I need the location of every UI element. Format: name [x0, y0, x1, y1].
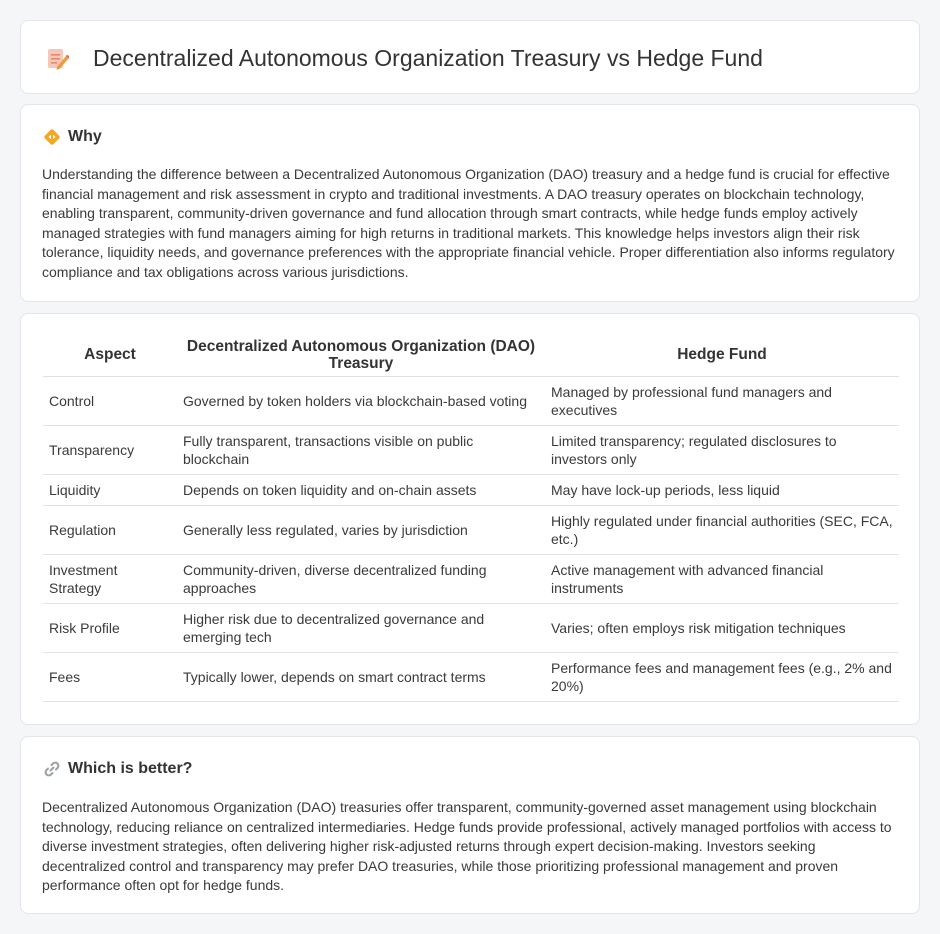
table-row [43, 653, 899, 702]
table-row [43, 475, 899, 506]
better-text: Decentralized Autonomous Organization (DAO) treasuries offer transparent, community-governed asset management using blockchain technology, reducing reliance on centralized intermediaries. Hedge funds provide professional, actively managed portfolios with access to diverse investment strategies, often delivering higher risk-adjusted returns through expert decision-making. Investors seeking decentralized control and transparency may prefer DAO treasuries, while those prioritizing professional management and proven performance often opt for hedge funds. [42, 799, 892, 893]
comparison-card [20, 313, 920, 725]
why-section [20, 104, 920, 302]
header-card [20, 20, 920, 94]
why-text: Understanding the difference between a Decentralized Autonomous Organization (DAO) treasury and a hedge fund is crucial for effective financial management and risk assessment in crypto and traditional investments. A DAO treasury operates on blockchain technology, enabling transparent, community-driven governance and fund allocation through smart contracts, while hedge funds employ actively managed strategies with fund managers aiming for high returns in traditional markets. This knowledge helps investors align their risk tolerance, liquidity needs, and governance preferences with the appropriate financial vehicle. Proper differentiation also informs regulatory compliance and tax obligations across various jurisdictions. [42, 166, 895, 280]
table-cell: Risk Profile [43, 604, 177, 653]
table-cell: Regulation [43, 506, 177, 555]
table-cell: Highly regulated under financial authorities (SEC, FCA, etc.) [545, 506, 899, 555]
column-header-dao: Decentralized Autonomous Organization (DAO) Treasury [177, 333, 545, 377]
why-heading: Why [68, 128, 102, 145]
table-cell: Varies; often employs risk mitigation techniques [545, 604, 899, 653]
table-row [43, 506, 899, 555]
better-heading: Which is better? [68, 760, 193, 777]
table-cell: May have lock-up periods, less liquid [545, 475, 899, 506]
table-cell: Liquidity [43, 475, 177, 506]
comparison-table [43, 333, 899, 702]
table-cell: Fully transparent, transactions visible on public blockchain [177, 426, 545, 475]
table-cell: Governed by token holders via blockchain-based voting [177, 377, 545, 426]
table-cell: Higher risk due to decentralized governance and emerging tech [177, 604, 545, 653]
column-header-hedge-fund: Hedge Fund [545, 333, 899, 377]
table-row [43, 377, 899, 426]
table-cell: Depends on token liquidity and on-chain assets [177, 475, 545, 506]
table-row [43, 604, 899, 653]
link-icon [43, 760, 61, 778]
table-cell: Fees [43, 653, 177, 702]
which-is-better-section [20, 736, 920, 914]
diamond-arrows-icon [43, 128, 61, 146]
table-cell: Performance fees and management fees (e.g., 2% and 20%) [545, 653, 899, 702]
document-pencil-icon [47, 47, 69, 71]
table-cell: Generally less regulated, varies by jurisdiction [177, 506, 545, 555]
table-cell: Typically lower, depends on smart contract terms [177, 653, 545, 702]
table-cell: Community-driven, diverse decentralized funding approaches [177, 555, 545, 604]
table-header-row [43, 333, 899, 377]
table-cell: Transparency [43, 426, 177, 475]
table-cell: Control [43, 377, 177, 426]
table-cell: Active management with advanced financial instruments [545, 555, 899, 604]
table-cell: Investment Strategy [43, 555, 177, 604]
page-title: Decentralized Autonomous Organization Treasury vs Hedge Fund [93, 45, 763, 71]
table-cell: Limited transparency; regulated disclosures to investors only [545, 426, 899, 475]
table-row [43, 426, 899, 475]
table-cell: Managed by professional fund managers and executives [545, 377, 899, 426]
column-header-aspect: Aspect [43, 333, 177, 377]
table-row [43, 555, 899, 604]
